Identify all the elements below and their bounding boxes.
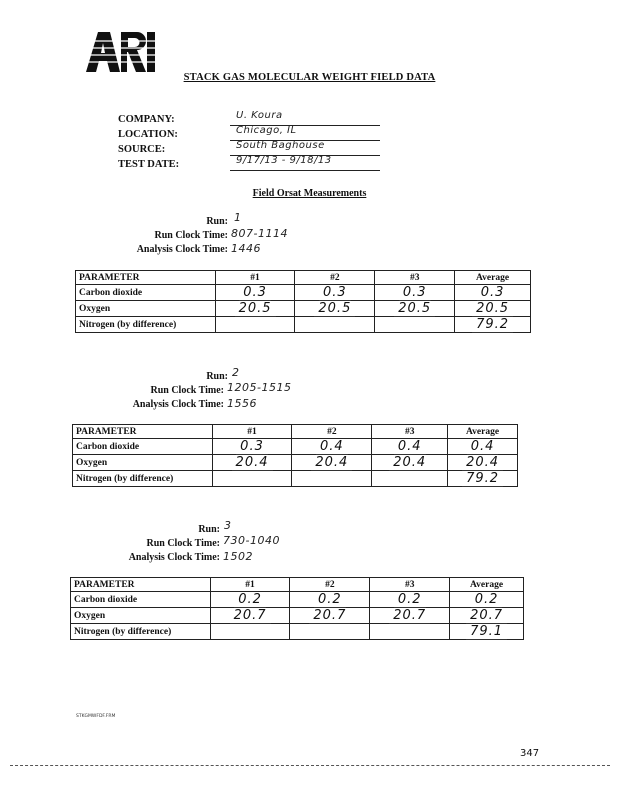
analysis-clock-value: 1556 xyxy=(227,397,257,410)
analysis-clock-value: 1502 xyxy=(223,550,253,563)
value-average: 79.1 xyxy=(450,624,524,640)
run-clock-label: Run Clock Time: xyxy=(154,230,228,241)
document-code: STKGMWFDF.FRM xyxy=(76,714,116,719)
location-value: Chicago, IL xyxy=(236,125,297,136)
test-date-value: 9/17/13 - 9/18/13 xyxy=(236,155,332,166)
value-1: 20.5 xyxy=(215,301,295,317)
parameter-name: Nitrogen (by difference) xyxy=(76,317,216,333)
table-row xyxy=(73,455,518,471)
run-number: 3 xyxy=(224,519,232,532)
analysis-clock-label: Analysis Clock Time: xyxy=(128,552,220,563)
value-3: 0.3 xyxy=(375,285,455,301)
location-label: LOCATION: xyxy=(118,129,178,140)
run-number: 2 xyxy=(232,366,240,379)
table-row xyxy=(73,471,518,487)
section-title: Field Orsat Measurements xyxy=(252,188,367,199)
value-average: 0.4 xyxy=(448,439,518,455)
parameter-name: Carbon dioxide xyxy=(73,439,213,455)
table-header-row xyxy=(71,578,524,592)
value-1: 20.4 xyxy=(212,455,292,471)
source-label: SOURCE: xyxy=(118,144,166,155)
table-row xyxy=(73,439,518,455)
value-2: 20.7 xyxy=(290,608,370,624)
value-2: 20.5 xyxy=(295,301,375,317)
table-row xyxy=(76,301,531,317)
table-row xyxy=(71,608,524,624)
value-average: 0.2 xyxy=(450,592,524,608)
source-value: South Baghouse xyxy=(236,140,325,151)
value-3 xyxy=(370,624,450,640)
table-header-row xyxy=(73,425,518,439)
run-clock-label: Run Clock Time: xyxy=(150,385,224,396)
table-row xyxy=(71,624,524,640)
table-row xyxy=(76,317,531,333)
header-3: #3 xyxy=(372,425,448,439)
value-average: 20.7 xyxy=(450,608,524,624)
run-label: Run: xyxy=(206,371,228,382)
value-3 xyxy=(375,317,455,333)
run-2-table xyxy=(72,424,518,487)
document-title: STACK GAS MOLECULAR WEIGHT FIELD DATA xyxy=(183,72,436,83)
header-average: Average xyxy=(448,425,518,439)
table-row xyxy=(76,285,531,301)
value-1 xyxy=(215,317,295,333)
page-number: 347 xyxy=(520,748,540,759)
header-2: #2 xyxy=(295,271,375,285)
header-1: #1 xyxy=(215,271,295,285)
company-value: U. Koura xyxy=(236,110,283,121)
value-average: 0.3 xyxy=(455,285,531,301)
run-clock-value: 730-1040 xyxy=(223,534,280,547)
run-label: Run: xyxy=(198,524,220,535)
value-1: 20.7 xyxy=(210,608,290,624)
header-parameter: PARAMETER xyxy=(73,425,213,439)
analysis-clock-label: Analysis Clock Time: xyxy=(132,399,224,410)
header-3: #3 xyxy=(375,271,455,285)
header-1: #1 xyxy=(210,578,290,592)
ari-logo-icon xyxy=(84,28,156,74)
run-1-table xyxy=(75,270,531,333)
run-number: 1 xyxy=(234,211,242,224)
company-logo xyxy=(84,28,156,74)
value-average: 20.4 xyxy=(448,455,518,471)
value-1 xyxy=(212,471,292,487)
table-header-row xyxy=(76,271,531,285)
parameter-name: Nitrogen (by difference) xyxy=(71,624,211,640)
header-parameter: PARAMETER xyxy=(71,578,211,592)
value-2 xyxy=(290,624,370,640)
value-1: 0.2 xyxy=(210,592,290,608)
value-3: 0.4 xyxy=(372,439,448,455)
parameter-name: Carbon dioxide xyxy=(71,592,211,608)
parameter-name: Oxygen xyxy=(73,455,213,471)
test-date-label: TEST DATE: xyxy=(118,159,180,170)
run-3-table xyxy=(70,577,524,640)
value-3: 20.7 xyxy=(370,608,450,624)
value-2: 0.4 xyxy=(292,439,372,455)
header-3: #3 xyxy=(370,578,450,592)
table-row xyxy=(71,592,524,608)
value-2: 20.4 xyxy=(292,455,372,471)
run-clock-value: 1205-1515 xyxy=(227,381,292,394)
value-2: 0.2 xyxy=(290,592,370,608)
header-2: #2 xyxy=(290,578,370,592)
value-1: 0.3 xyxy=(212,439,292,455)
value-2 xyxy=(292,471,372,487)
header-2: #2 xyxy=(292,425,372,439)
header-parameter: PARAMETER xyxy=(76,271,216,285)
parameter-name: Oxygen xyxy=(71,608,211,624)
value-3: 0.2 xyxy=(370,592,450,608)
value-1: 0.3 xyxy=(215,285,295,301)
value-average: 79.2 xyxy=(448,471,518,487)
value-3: 20.5 xyxy=(375,301,455,317)
header-average: Average xyxy=(455,271,531,285)
value-average: 20.5 xyxy=(455,301,531,317)
header-average: Average xyxy=(450,578,524,592)
header-1: #1 xyxy=(212,425,292,439)
run-clock-label: Run Clock Time: xyxy=(146,538,220,549)
value-average: 79.2 xyxy=(455,317,531,333)
scan-artifact-line xyxy=(10,765,610,766)
value-3: 20.4 xyxy=(372,455,448,471)
analysis-clock-value: 1446 xyxy=(231,242,261,255)
analysis-clock-label: Analysis Clock Time: xyxy=(136,244,228,255)
company-label: COMPANY: xyxy=(118,114,175,125)
value-2 xyxy=(295,317,375,333)
value-1 xyxy=(210,624,290,640)
parameter-name: Oxygen xyxy=(76,301,216,317)
run-clock-value: 807-1114 xyxy=(231,227,288,240)
value-3 xyxy=(372,471,448,487)
parameter-name: Nitrogen (by difference) xyxy=(73,471,213,487)
parameter-name: Carbon dioxide xyxy=(76,285,216,301)
value-2: 0.3 xyxy=(295,285,375,301)
run-label: Run: xyxy=(206,216,228,227)
